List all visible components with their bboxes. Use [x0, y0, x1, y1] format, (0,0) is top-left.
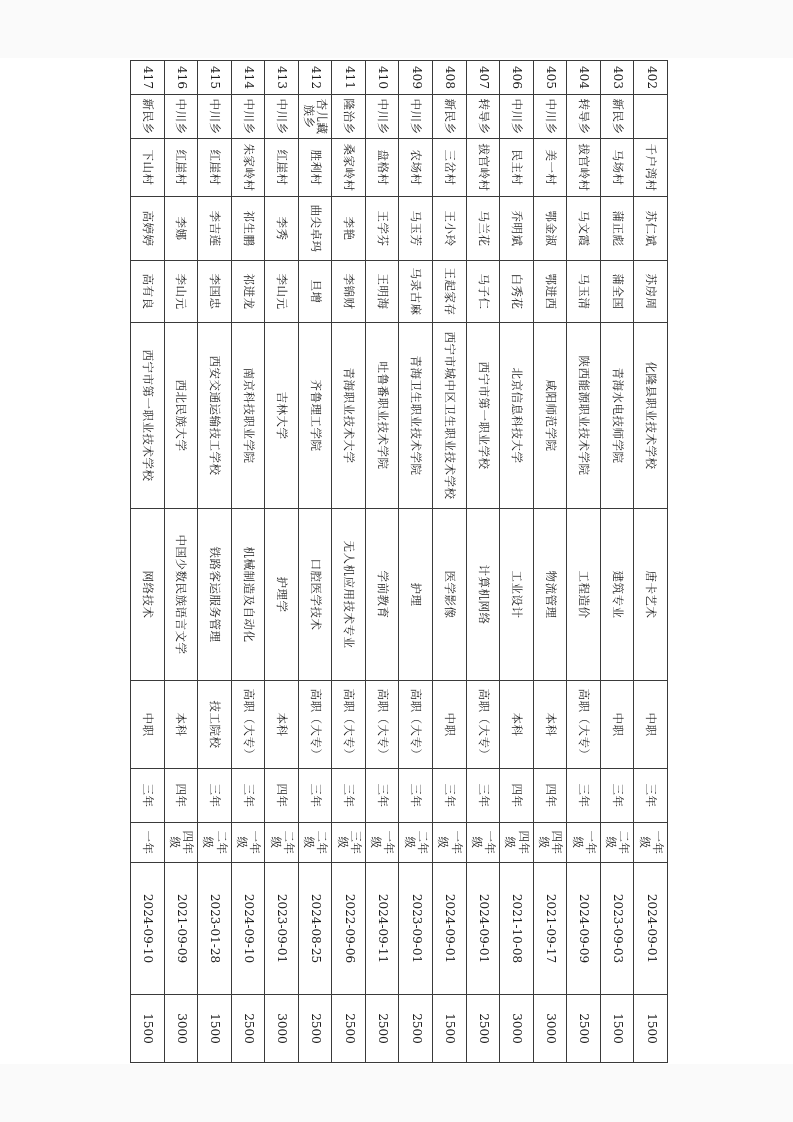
cell-level: 高职（大专） — [332, 681, 366, 769]
rotated-table-wrapper — [130, 60, 668, 1062]
cell-seq: 405 — [533, 61, 567, 95]
cell-seq: 408 — [433, 61, 467, 95]
cell-grade: 一年级 — [466, 823, 500, 863]
cell-enroll-date: 2024-09-09 — [567, 863, 601, 995]
cell-town: 中川乡 — [198, 95, 232, 139]
cell-student: 王学芬 — [365, 197, 399, 261]
cell-guardian: 王明海 — [365, 261, 399, 323]
cell-town: 杏儿藏族乡 — [298, 95, 332, 139]
cell-student: 祁生鹏 — [231, 197, 265, 261]
cell-enroll-date: 2024-09-10 — [131, 863, 165, 995]
cell-level: 中职 — [433, 681, 467, 769]
cell-grade: 二年级 — [265, 823, 299, 863]
cell-duration: 三年 — [399, 769, 433, 823]
cell-major: 物流管理 — [533, 509, 567, 681]
cell-major: 机械制造及自动化 — [231, 509, 265, 681]
cell-grade: 一年级 — [567, 823, 601, 863]
cell-town: 新民乡 — [433, 95, 467, 139]
cell-duration: 三年 — [198, 769, 232, 823]
cell-town: 中川乡 — [231, 95, 265, 139]
cell-student: 李艳 — [332, 197, 366, 261]
cell-duration: 三年 — [433, 769, 467, 823]
table-row — [131, 61, 165, 1063]
cell-grade: 四年级 — [533, 823, 567, 863]
cell-student: 马文霞 — [567, 197, 601, 261]
cell-school: 西宁市第一职业学校 — [466, 323, 500, 509]
cell-school: 吐鲁番职业技术学院 — [365, 323, 399, 509]
cell-amount: 1500 — [634, 995, 668, 1063]
cell-amount: 2500 — [298, 995, 332, 1063]
cell-village: 美一村 — [533, 139, 567, 197]
table-row — [634, 61, 668, 1063]
cell-major: 中国少数民族语言文学 — [164, 509, 198, 681]
cell-duration: 三年 — [466, 769, 500, 823]
cell-school: 吉林大学 — [265, 323, 299, 509]
cell-seq: 410 — [365, 61, 399, 95]
cell-seq: 414 — [231, 61, 265, 95]
cell-school: 化隆县职业技术学校 — [634, 323, 668, 509]
cell-major: 医学影像 — [433, 509, 467, 681]
cell-major: 口腔医学技术 — [298, 509, 332, 681]
cell-enroll-date: 2024-09-10 — [231, 863, 265, 995]
table-row — [365, 61, 399, 1063]
cell-seq: 413 — [265, 61, 299, 95]
cell-duration: 三年 — [231, 769, 265, 823]
cell-major: 工业设计 — [500, 509, 534, 681]
cell-enroll-date: 2023-09-03 — [600, 863, 634, 995]
table-row — [164, 61, 198, 1063]
cell-school: 青海水电技师学院 — [600, 323, 634, 509]
cell-village: 拔官岭村 — [466, 139, 500, 197]
cell-school: 齐鲁理工学院 — [298, 323, 332, 509]
cell-village: 千户湾村 — [634, 139, 668, 197]
cell-major: 无人机应用技术专业 — [332, 509, 366, 681]
cell-village: 下山村 — [131, 139, 165, 197]
cell-level: 高职（大专） — [399, 681, 433, 769]
scan-margin-top — [0, 0, 793, 58]
cell-seq: 406 — [500, 61, 534, 95]
cell-duration: 三年 — [131, 769, 165, 823]
cell-amount: 3000 — [164, 995, 198, 1063]
cell-town: 中川乡 — [365, 95, 399, 139]
cell-enroll-date: 2021-10-08 — [500, 863, 534, 995]
table-row — [198, 61, 232, 1063]
cell-grade: 二年级 — [399, 823, 433, 863]
cell-grade: 一年级 — [365, 823, 399, 863]
cell-seq: 402 — [634, 61, 668, 95]
cell-grade: 三年级 — [332, 823, 366, 863]
cell-grade: 一年级 — [231, 823, 265, 863]
cell-school: 南京科技职业学院 — [231, 323, 265, 509]
cell-amount: 1500 — [198, 995, 232, 1063]
cell-student: 马玉芳 — [399, 197, 433, 261]
cell-seq: 404 — [567, 61, 601, 95]
cell-level: 高职（大专） — [466, 681, 500, 769]
cell-amount: 2500 — [399, 995, 433, 1063]
cell-enroll-date: 2021-09-09 — [164, 863, 198, 995]
table-row — [466, 61, 500, 1063]
cell-amount: 3000 — [265, 995, 299, 1063]
cell-major: 铁路客运服务管理 — [198, 509, 232, 681]
cell-village: 红崖村 — [164, 139, 198, 197]
cell-level: 本科 — [500, 681, 534, 769]
cell-guardian: 马子仁 — [466, 261, 500, 323]
cell-school: 青海职业技术大学 — [332, 323, 366, 509]
cell-town: 隆治乡 — [332, 95, 366, 139]
cell-school: 北京信息科技大学 — [500, 323, 534, 509]
cell-amount: 1500 — [131, 995, 165, 1063]
cell-village: 红崖村 — [265, 139, 299, 197]
cell-level: 高职（大专） — [298, 681, 332, 769]
cell-level: 高职（大专） — [567, 681, 601, 769]
cell-grade: 一年级 — [433, 823, 467, 863]
cell-seq: 416 — [164, 61, 198, 95]
cell-level: 技工院校 — [198, 681, 232, 769]
student-subsidy-table — [130, 60, 668, 1063]
cell-village: 朱家岭村 — [231, 139, 265, 197]
cell-town — [634, 95, 668, 139]
cell-school: 西安交通运输技工学校 — [198, 323, 232, 509]
cell-grade: 二年级 — [600, 823, 634, 863]
cell-enroll-date: 2024-09-01 — [433, 863, 467, 995]
cell-guardian: 李山元 — [265, 261, 299, 323]
cell-village: 马场村 — [600, 139, 634, 197]
cell-grade: 二年级 — [198, 823, 232, 863]
cell-student: 乔明斌 — [500, 197, 534, 261]
cell-duration: 四年 — [533, 769, 567, 823]
cell-level: 中职 — [634, 681, 668, 769]
cell-enroll-date: 2023-01-28 — [198, 863, 232, 995]
table-row — [533, 61, 567, 1063]
cell-seq: 417 — [131, 61, 165, 95]
cell-enroll-date: 2022-09-06 — [332, 863, 366, 995]
cell-town: 中川乡 — [500, 95, 534, 139]
cell-grade: 四年级 — [500, 823, 534, 863]
cell-school: 青海卫生职业技术学院 — [399, 323, 433, 509]
cell-town: 转导乡 — [567, 95, 601, 139]
cell-grade: 四年级 — [164, 823, 198, 863]
cell-duration: 三年 — [365, 769, 399, 823]
cell-student: 王小玲 — [433, 197, 467, 261]
cell-guardian: 苏房周 — [634, 261, 668, 323]
cell-level: 高职（大专） — [231, 681, 265, 769]
cell-major: 网络技术 — [131, 509, 165, 681]
table-row — [265, 61, 299, 1063]
cell-student: 苏仁斌 — [634, 197, 668, 261]
cell-student: 高婷婷 — [131, 197, 165, 261]
cell-enroll-date: 2024-08-25 — [298, 863, 332, 995]
cell-school: 西宁市第一职业技术学校 — [131, 323, 165, 509]
table-row — [567, 61, 601, 1063]
cell-guardian: 王起家存 — [433, 261, 467, 323]
cell-guardian: 鄂进西 — [533, 261, 567, 323]
cell-amount: 2500 — [567, 995, 601, 1063]
cell-level: 中职 — [131, 681, 165, 769]
cell-enroll-date: 2023-09-01 — [399, 863, 433, 995]
cell-town: 新民乡 — [600, 95, 634, 139]
cell-grade: 一年 — [131, 823, 165, 863]
cell-amount: 3000 — [533, 995, 567, 1063]
cell-village: 胜利村 — [298, 139, 332, 197]
cell-town: 中川乡 — [399, 95, 433, 139]
cell-major: 唐卡艺术 — [634, 509, 668, 681]
cell-amount: 3000 — [500, 995, 534, 1063]
table-row — [332, 61, 366, 1063]
cell-enroll-date: 2024-09-01 — [466, 863, 500, 995]
cell-level: 本科 — [164, 681, 198, 769]
cell-student: 李吉莲 — [198, 197, 232, 261]
cell-duration: 三年 — [332, 769, 366, 823]
cell-enroll-date: 2024-09-11 — [365, 863, 399, 995]
cell-village: 农场村 — [399, 139, 433, 197]
cell-duration: 四年 — [164, 769, 198, 823]
cell-major: 工程造价 — [567, 509, 601, 681]
cell-major: 建筑专业 — [600, 509, 634, 681]
table-row — [600, 61, 634, 1063]
table-row — [231, 61, 265, 1063]
table-row — [298, 61, 332, 1063]
cell-school: 陕西能源职业技术学院 — [567, 323, 601, 509]
cell-seq: 415 — [198, 61, 232, 95]
cell-major: 学前教育 — [365, 509, 399, 681]
cell-duration: 三年 — [600, 769, 634, 823]
table-row — [500, 61, 534, 1063]
cell-amount: 1500 — [600, 995, 634, 1063]
cell-village: 拔官岭村 — [567, 139, 601, 197]
cell-enroll-date: 2023-09-01 — [265, 863, 299, 995]
cell-town: 转导乡 — [466, 95, 500, 139]
table-row — [399, 61, 433, 1063]
cell-guardian: 李国忠 — [198, 261, 232, 323]
scan-margin-bottom — [0, 1064, 793, 1122]
cell-amount: 2500 — [332, 995, 366, 1063]
cell-seq: 411 — [332, 61, 366, 95]
cell-town: 中川乡 — [164, 95, 198, 139]
cell-guardian: 李山元 — [164, 261, 198, 323]
cell-school: 西北民族大学 — [164, 323, 198, 509]
cell-student: 蒲正彪 — [600, 197, 634, 261]
cell-duration: 四年 — [500, 769, 534, 823]
cell-major: 护理学 — [265, 509, 299, 681]
cell-duration: 四年 — [265, 769, 299, 823]
cell-duration: 三年 — [567, 769, 601, 823]
cell-village: 盘格村 — [365, 139, 399, 197]
cell-student: 马兰花 — [466, 197, 500, 261]
cell-student: 李秀 — [265, 197, 299, 261]
cell-amount: 2500 — [365, 995, 399, 1063]
cell-student: 曲尖卓玛 — [298, 197, 332, 261]
cell-duration: 三年 — [298, 769, 332, 823]
cell-level: 本科 — [533, 681, 567, 769]
cell-level: 高职（大专） — [365, 681, 399, 769]
cell-village: 民主村 — [500, 139, 534, 197]
table-row — [433, 61, 467, 1063]
cell-guardian: 马录古麻 — [399, 261, 433, 323]
cell-level: 中职 — [600, 681, 634, 769]
cell-town: 中川乡 — [265, 95, 299, 139]
cell-seq: 409 — [399, 61, 433, 95]
cell-enroll-date: 2021-09-17 — [533, 863, 567, 995]
cell-major: 计算机网络 — [466, 509, 500, 681]
cell-guardian: 祁进龙 — [231, 261, 265, 323]
cell-guardian: 蒲全国 — [600, 261, 634, 323]
cell-duration: 三年 — [634, 769, 668, 823]
cell-student: 李娜 — [164, 197, 198, 261]
cell-village: 三岔村 — [433, 139, 467, 197]
cell-enroll-date: 2024-09-01 — [634, 863, 668, 995]
cell-guardian: 李锦财 — [332, 261, 366, 323]
cell-village: 桑家岭村 — [332, 139, 366, 197]
cell-school: 咸阳师范学院 — [533, 323, 567, 509]
cell-town: 新民乡 — [131, 95, 165, 139]
cell-guardian: 白秀花 — [500, 261, 534, 323]
cell-seq: 407 — [466, 61, 500, 95]
cell-grade: 二年级 — [298, 823, 332, 863]
cell-school: 西宁市城中区卫生职业技术学校 — [433, 323, 467, 509]
cell-amount: 1500 — [433, 995, 467, 1063]
cell-guardian: 马玉清 — [567, 261, 601, 323]
cell-major: 护理 — [399, 509, 433, 681]
cell-seq: 412 — [298, 61, 332, 95]
cell-guardian: 旦增 — [298, 261, 332, 323]
cell-seq: 403 — [600, 61, 634, 95]
cell-guardian: 高有良 — [131, 261, 165, 323]
cell-village: 红崖村 — [198, 139, 232, 197]
cell-level: 本科 — [265, 681, 299, 769]
cell-amount: 2500 — [466, 995, 500, 1063]
cell-town: 中川乡 — [533, 95, 567, 139]
cell-amount: 2500 — [231, 995, 265, 1063]
cell-grade: 一年级 — [634, 823, 668, 863]
cell-student: 鄂金淑 — [533, 197, 567, 261]
